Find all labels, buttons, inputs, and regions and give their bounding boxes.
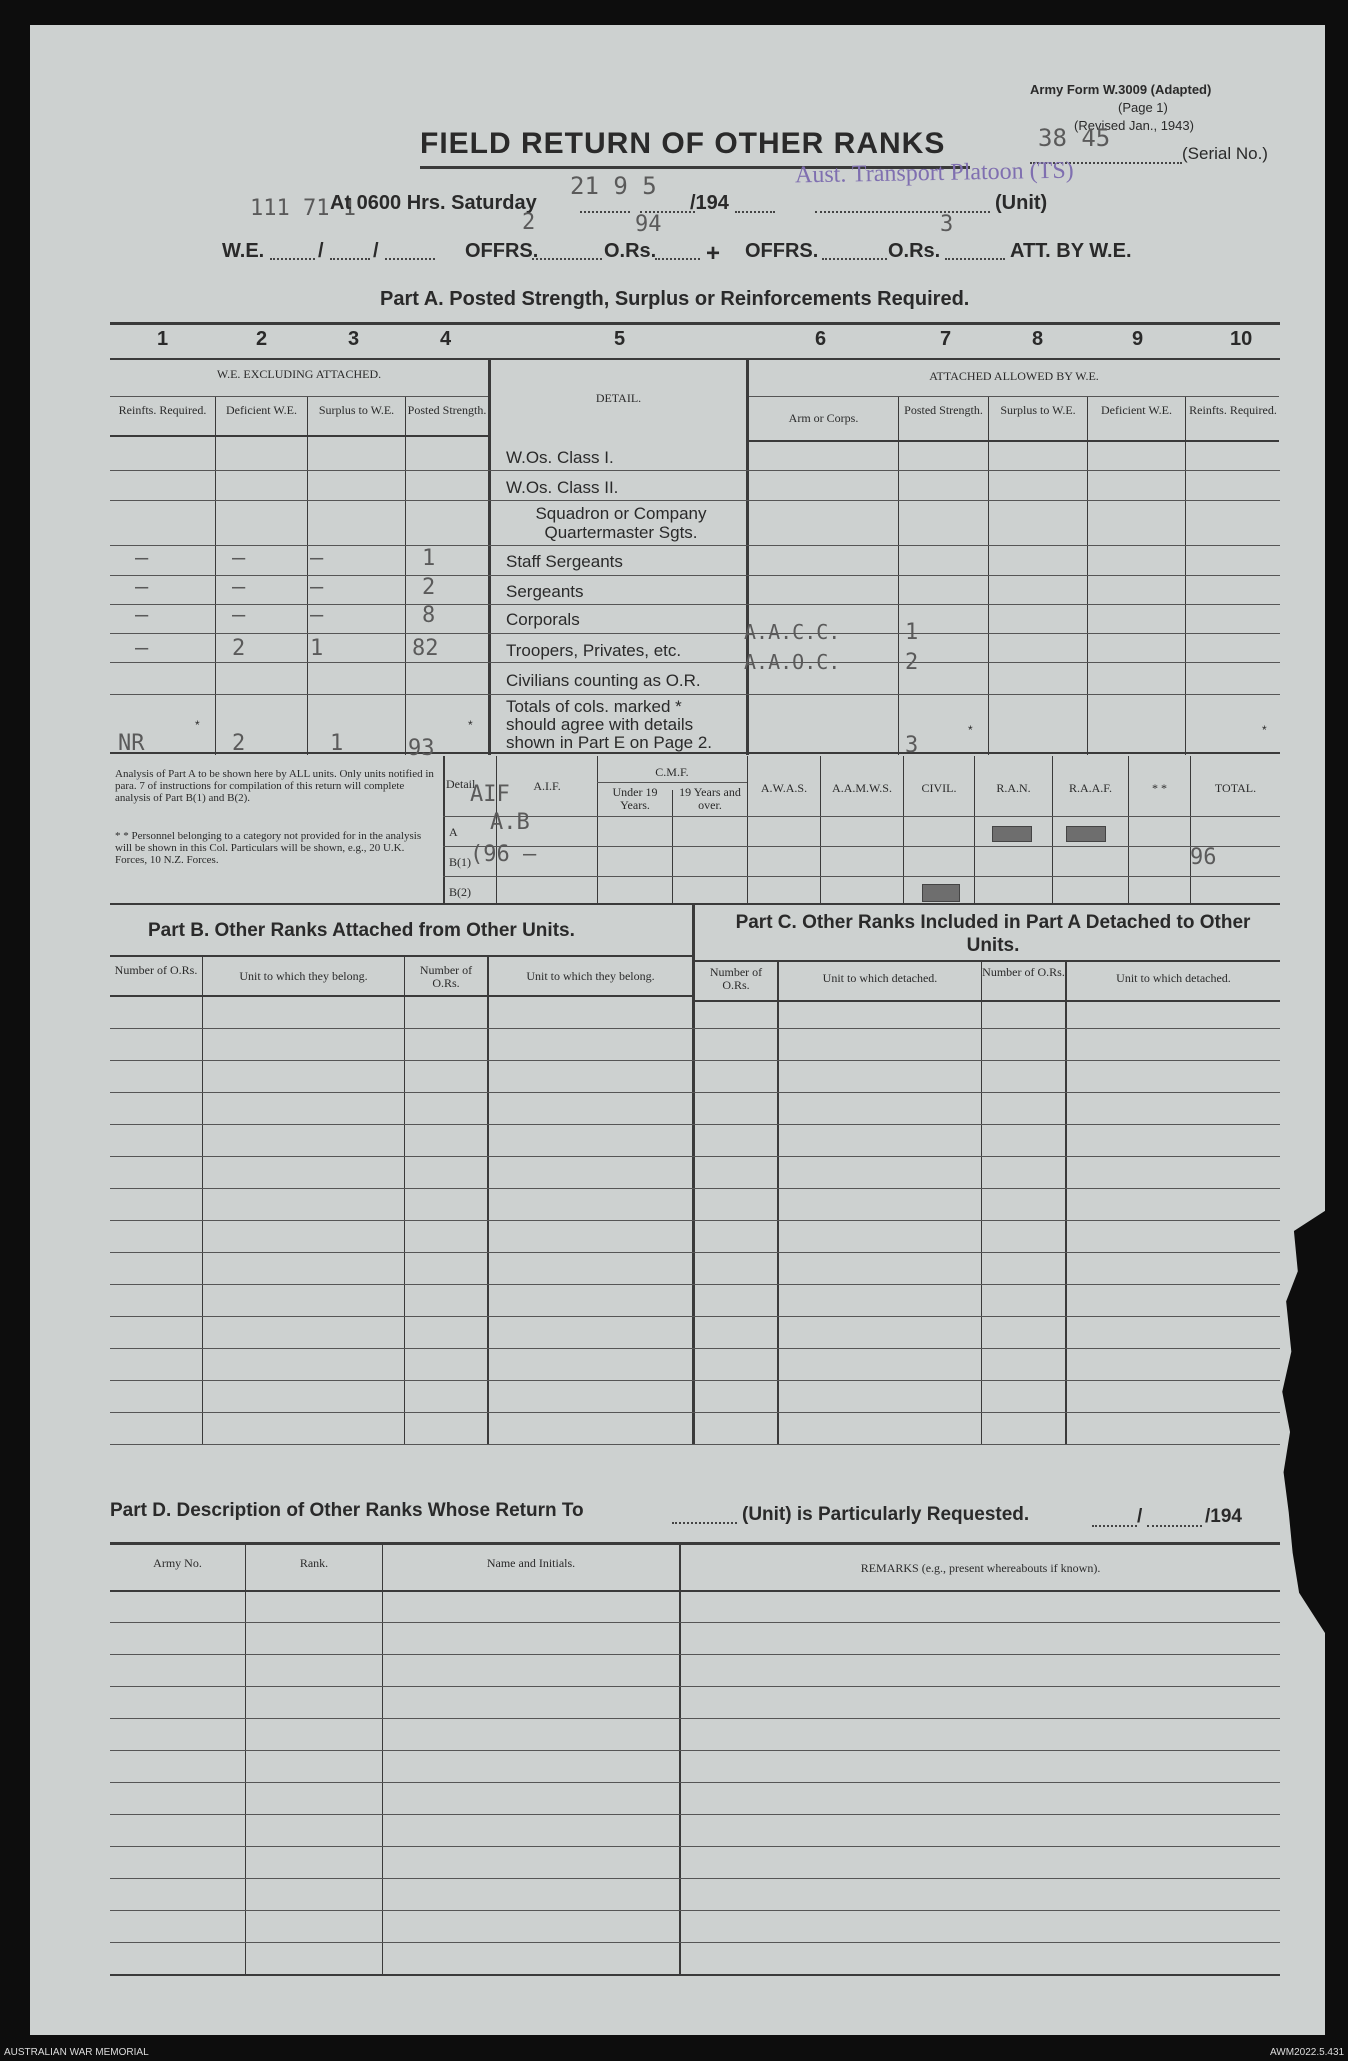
analysis-row-b1: B(1) — [449, 855, 471, 869]
hw-cell: 82 — [412, 636, 439, 661]
hw-cell: 2 — [905, 650, 919, 675]
redaction — [992, 826, 1032, 842]
part-d-heading-b: (Unit) is Particularly Requested. — [742, 1504, 1030, 1525]
part-d-year: /194 — [1205, 1506, 1242, 1527]
star-mark: * — [1262, 723, 1267, 737]
footer-right: AWM2022.5.431 — [1270, 2047, 1345, 2058]
col-head-deficient: Deficient W.E. — [226, 403, 297, 417]
part-d-col: REMARKS (e.g., present whereabouts if known). — [860, 1561, 1101, 1575]
star-mark: * — [195, 718, 200, 732]
hw-arm-2: A.A.O.C. — [744, 650, 841, 674]
hw-cell: – — [135, 636, 149, 661]
hw-analysis: (96 – — [470, 842, 537, 867]
hw-cell: 1 — [422, 546, 436, 571]
hw-cell: 1 — [310, 636, 324, 661]
analysis-col: R.A.N. — [996, 781, 1031, 795]
part-c-col: Number of O.Rs. — [709, 965, 763, 992]
att-label: ATT. BY W.E. — [1010, 240, 1132, 262]
part-b-col: Number of O.Rs. — [114, 963, 198, 977]
page-title: FIELD RETURN OF OTHER RANKS — [420, 127, 946, 160]
part-c-col: Unit to which detached. — [822, 971, 938, 985]
date-handwritten: 21 9 5 — [570, 172, 657, 200]
analysis-row-a: A — [449, 825, 458, 839]
part-d-heading: Part D. Description of Other Ranks Whose Return To — [110, 1500, 584, 1521]
ors-label-2: O.Rs. — [888, 240, 941, 262]
revised-date: (Revised Jan., 1943) — [1074, 118, 1194, 133]
part-b-col: Unit to which they belong. — [526, 969, 655, 983]
col-head-deficient-r: Deficient W.E. — [1101, 403, 1172, 417]
part-b-col: Unit to which they belong. — [239, 969, 368, 983]
hw-cell: – — [310, 575, 324, 600]
col-number: 1 — [157, 328, 169, 350]
hw-analysis: 96 — [1190, 845, 1217, 870]
at-label: At 0600 Hrs. Saturday — [330, 192, 537, 214]
detail-head: DETAIL. — [595, 391, 642, 405]
hw-cell: 1 — [330, 731, 344, 756]
col-number: 6 — [815, 328, 827, 350]
hw-cell: 2 — [232, 731, 246, 756]
hw-cell: – — [232, 603, 246, 628]
col-number: 4 — [440, 328, 452, 350]
analysis-note-2: * * Personnel belonging to a category not provided for in the analysis will be shown in this Col. Particulars will be shown, e.g., 20 U.K. Forces, 10 N.Z. Forces. — [115, 830, 422, 866]
we-label: W.E. — [222, 240, 265, 262]
hw-arm-1: A.A.C.C. — [744, 620, 841, 644]
hw-cell: NR — [118, 731, 145, 756]
analysis-col: A.W.A.S. — [760, 781, 808, 795]
redaction — [1066, 826, 1106, 842]
analysis-detail: Detail — [446, 777, 476, 791]
hw-cell: 2 — [422, 575, 436, 600]
we-handwritten: 111 71 1 — [250, 196, 356, 221]
col-number: 7 — [940, 328, 952, 350]
page-number: (Page 1) — [1118, 100, 1168, 115]
redaction — [922, 884, 960, 902]
col-number: 2 — [256, 328, 268, 350]
footer-left: AUSTRALIAN WAR MEMORIAL — [4, 2047, 149, 2058]
part-a-heading: Part A. Posted Strength, Surplus or Reinforcements Required. — [380, 288, 970, 310]
hw-cell: – — [135, 603, 149, 628]
row-staff-sgt: Staff Sergeants — [506, 552, 623, 571]
hw-cell: 2 — [232, 636, 246, 661]
row-wo2: W.Os. Class II. — [506, 478, 619, 497]
row-troopers: Troopers, Privates, etc. — [506, 641, 682, 660]
star-mark: * — [968, 723, 973, 737]
form-number: Army Form W.3009 (Adapted) — [1030, 82, 1212, 97]
ors-label-1: O.Rs. — [604, 240, 657, 262]
col-number: 10 — [1230, 328, 1253, 350]
analysis-col: TOTAL. — [1214, 781, 1257, 795]
analysis-col: * * — [1152, 781, 1167, 795]
col-head-surplus-r: Surplus to W.E. — [1000, 403, 1076, 417]
serial-label: (Serial No.) — [1182, 144, 1268, 163]
col-number: 8 — [1032, 328, 1044, 350]
part-c-col: Number of O.Rs. — [982, 965, 1065, 979]
unit-stamp: Aust. Transport Platoon (TS) — [794, 157, 1074, 189]
hw-cell: – — [232, 575, 246, 600]
row-sergeants: Sergeants — [506, 582, 584, 601]
analysis-col: A.I.F. — [533, 779, 561, 793]
hw-cell: – — [310, 603, 324, 628]
col-head-arm: Arm or Corps. — [788, 411, 859, 425]
col-number: 3 — [348, 328, 360, 350]
col-head-surplus: Surplus to W.E. — [318, 403, 395, 417]
row-corporals: Corporals — [506, 610, 580, 629]
hw-cell: – — [232, 546, 246, 571]
hw-cell: 1 — [905, 620, 919, 645]
part-d-col: Army No. — [153, 1556, 202, 1570]
hw-cell: 3 — [905, 733, 919, 758]
part-b-col: Number of O.Rs. — [419, 963, 473, 990]
row-civilians: Civilians counting as O.R. — [506, 671, 701, 690]
analysis-col: Under 19 Years. — [612, 785, 658, 812]
offrs-label-2: OFFRS. — [745, 240, 819, 262]
col-head-posted: Posted Strength. — [407, 403, 487, 417]
hw-cell: – — [135, 546, 149, 571]
part-c-col: Unit to which detached. — [1116, 971, 1231, 985]
star-mark: * — [468, 718, 473, 732]
form-paper — [30, 25, 1325, 2035]
analysis-col: C.M.F. — [655, 765, 689, 779]
unit-label: (Unit) — [995, 192, 1048, 214]
hw-cell: 8 — [422, 603, 436, 628]
part-c-heading: Part C. Other Ranks Included in Part A Detached to Other Units. — [735, 912, 1251, 956]
analysis-col: 19 Years and over. — [679, 785, 741, 812]
hw-cell: 93 — [408, 736, 435, 761]
col-head-posted-r: Posted Strength. — [904, 403, 983, 417]
col-head-reinfts-r: Reinfts. Required. — [1189, 403, 1277, 417]
col-number: 9 — [1132, 328, 1144, 350]
left-group-head: W.E. EXCLUDING ATTACHED. — [216, 367, 382, 381]
row-wo1: W.Os. Class I. — [506, 448, 614, 467]
analysis-col: CIVIL. — [921, 781, 957, 795]
right-group-head: ATTACHED ALLOWED BY W.E. — [929, 369, 1099, 383]
hw-cell: – — [135, 575, 149, 600]
row-totals: Totals of cols. marked * should agree with details shown in Part E on Page 2. — [506, 697, 713, 752]
col-head-reinfts: Reinfts. Required. — [118, 403, 207, 417]
part-d-col: Name and Initials. — [486, 1556, 576, 1570]
analysis-note: Analysis of Part A to be shown here by ALL units. Only units notified in para. 7 of instructions for compilation of this return will complete analysis of Part B(1) and B(2). — [115, 768, 434, 804]
row-cqms: Squadron or Company Quartermaster Sgts. — [535, 504, 707, 542]
hw-analysis: AIF — [470, 782, 510, 807]
date-year: /194 — [690, 192, 729, 214]
att-handwritten: 3 — [940, 212, 954, 237]
hw-cell: – — [310, 546, 324, 571]
part-d-col: Rank. — [299, 1556, 329, 1570]
col-number: 5 — [614, 328, 626, 350]
offrs-label-1: OFFRS. — [465, 240, 539, 262]
plus-sign: + — [706, 240, 721, 267]
analysis-col: A.A.M.W.S. — [832, 781, 892, 795]
analysis-row-b2: B(2) — [449, 885, 471, 899]
analysis-col: R.A.A.F. — [1068, 781, 1113, 795]
ors-handwritten: 94 — [635, 212, 662, 237]
offrs-handwritten: 2 — [522, 210, 536, 235]
hw-analysis: A.B — [490, 810, 530, 835]
serial-handwritten: 38 45 — [1038, 124, 1111, 152]
part-b-heading: Part B. Other Ranks Attached from Other Units. — [148, 920, 575, 941]
